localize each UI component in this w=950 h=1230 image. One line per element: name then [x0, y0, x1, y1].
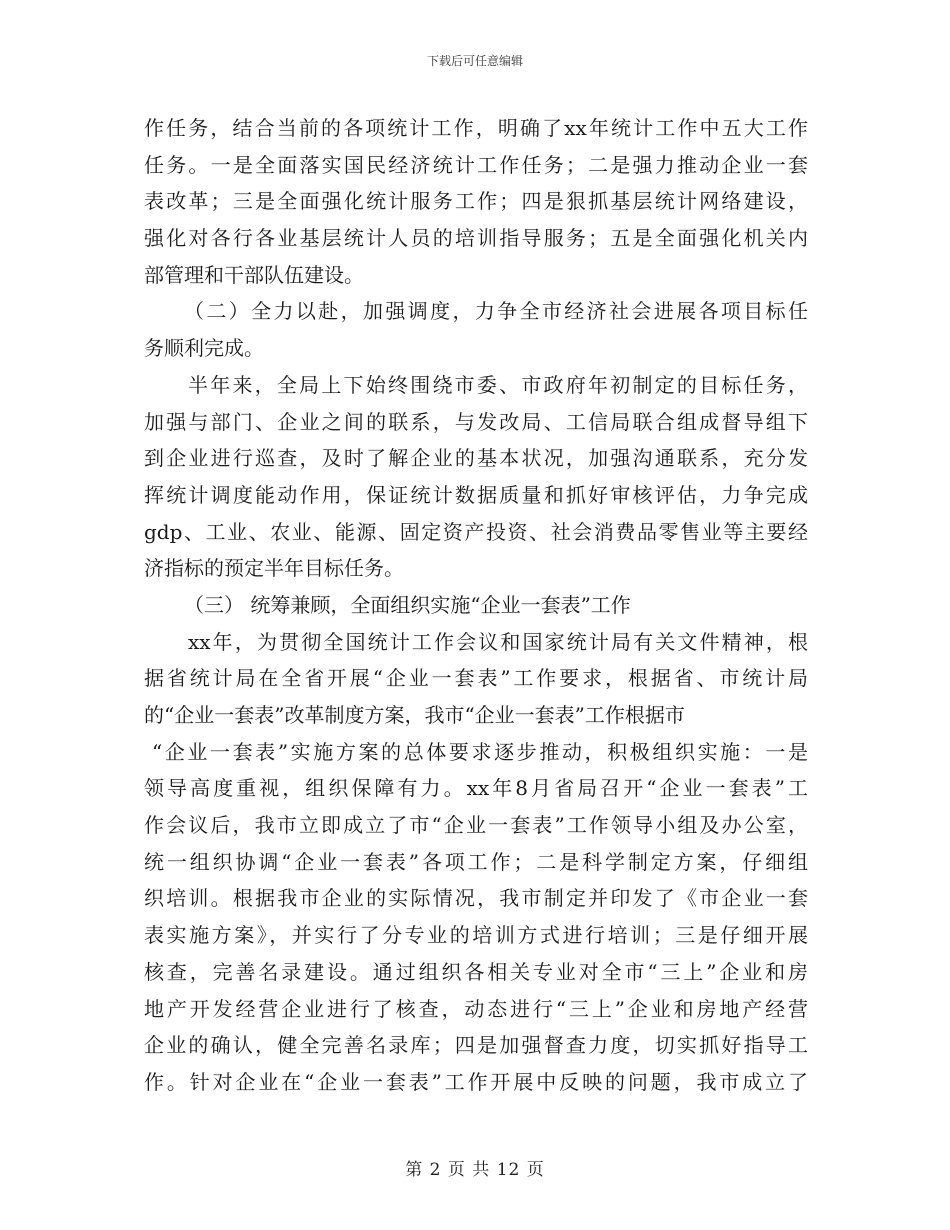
- text-line: xx年，为贯彻全国统计工作会议和国家统计局有关文件精神，根: [188, 629, 808, 654]
- text-line: 务顺利完成。: [144, 336, 264, 361]
- text-line: 加强与部门、企业之间的联系，与发改局、工信局联合组成督导组下: [144, 409, 808, 434]
- text-line: 织培训。根据我市企业的实际情况，我市制定并印发了《市企业一套: [144, 886, 808, 911]
- text-line: 企业的确认，健全完善名录库；四是加强督查力度，切实抓好指导工: [144, 1033, 808, 1058]
- text-line: 核查，完善名录建设。通过组织各相关专业对全市“三上”企业和房: [144, 959, 808, 984]
- section-heading: （二）全力以赴，加强调度，力争全市经济社会进展各项目标任: [184, 299, 808, 324]
- text-line: 任务。一是全面落实国民经济统计工作任务；二是强力推动企业一套: [144, 152, 808, 177]
- text-line: 统一组织协调“企业一套表”各项工作；二是科学制定方案，仔细组: [144, 849, 808, 874]
- text-line: 据省统计局在全省开展“企业一套表”工作要求，根据省、市统计局: [144, 666, 808, 691]
- text-line: 半年来，全局上下始终围绕市委、市政府年初制定的目标任务，: [188, 372, 808, 397]
- text-line: 作会议后，我市立即成立了市“企业一套表”工作领导小组及办公室，: [144, 813, 808, 838]
- text-line: 表实施方案》，并实行了分专业的培训方式进行培训；三是仔细开展: [144, 923, 808, 948]
- text-line: 地产开发经营企业进行了核查，动态进行“三上”企业和房地产经营: [144, 996, 808, 1021]
- text-line: 济指标的预定半年目标任务。: [144, 556, 404, 581]
- text-line: 的“企业一套表”改革制度方案，我市“企业一套表”工作根据市: [144, 703, 685, 727]
- text-line: 挥统计调度能动作用，保证统计数据质量和抓好审核评估，力争完成: [144, 482, 808, 507]
- text-line: 领导高度重视，组织保障有力。xx年8月省局召开“企业一套表”工: [144, 776, 808, 801]
- document-body: [144, 110, 808, 1101]
- text-line: gdp、工业、农业、能源、固定资产投资、社会消费品零售业等主要经: [144, 519, 808, 544]
- text-line: “企业一套表”实施方案的总体要求逐步推动，积极组织实施：一是: [152, 739, 808, 764]
- page-number: 第 2 页 共 12 页: [405, 1160, 545, 1180]
- text-line: 到企业进行巡查，及时了解企业的基本状况，加强沟通联系，充分发: [144, 446, 808, 471]
- section-heading: （三） 统筹兼顾，全面组织实施“企业一套表”工作: [184, 592, 631, 617]
- text-line: 部管理和干部队伍建设。: [144, 262, 364, 287]
- text-line: 作。针对企业在“企业一套表”工作开展中反映的问题，我市成立了: [144, 1069, 808, 1094]
- text-line: 表改革；三是全面强化统计服务工作；四是狠抓基层统计网络建设，: [144, 189, 808, 214]
- text-line: 强化对各行各业基层统计人员的培训指导服务；五是全面强化机关内: [144, 226, 808, 251]
- text-line: 作任务，结合当前的各项统计工作，明确了xx年统计工作中五大工作: [144, 116, 808, 140]
- page-header: 下载后可任意编辑: [426, 54, 523, 68]
